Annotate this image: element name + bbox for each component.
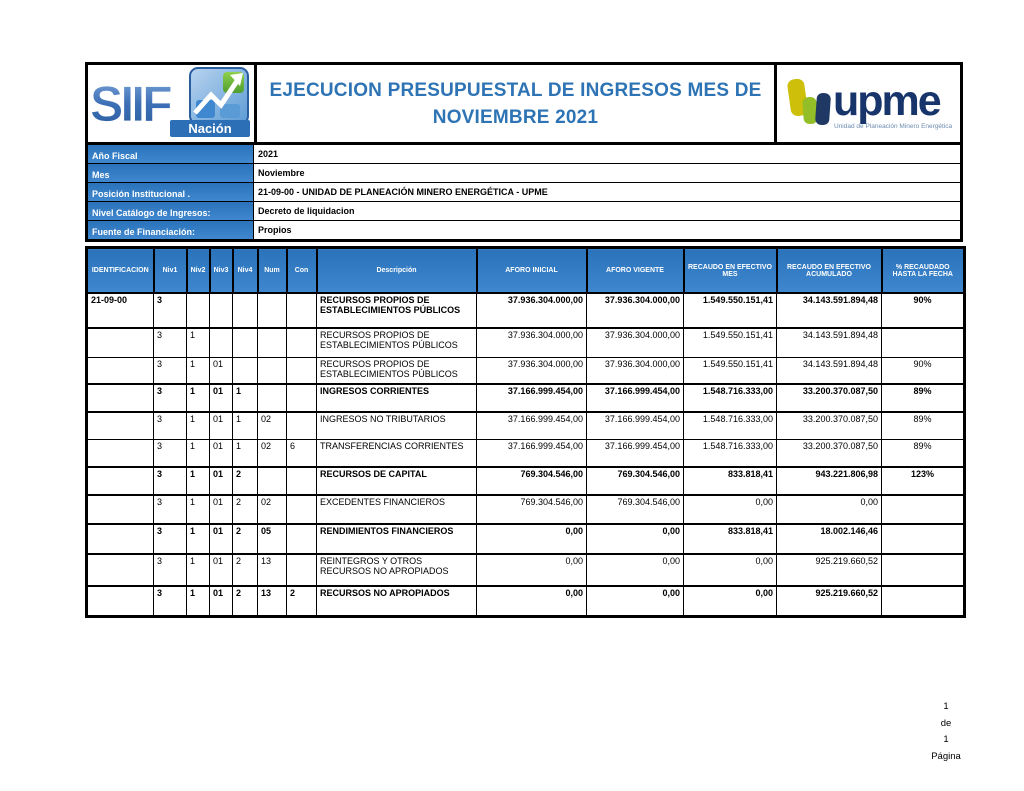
cell-con: 6 (287, 439, 317, 467)
cell-aforo-inicial: 769.304.546,00 (477, 467, 587, 495)
cell-niv2: 1 (187, 586, 210, 616)
page-counter (920, 699, 972, 765)
cell-num (258, 467, 287, 495)
cell-aforo-vigente: 37.166.999.454,00 (587, 412, 684, 439)
cell-identificacion (87, 467, 154, 495)
cell-niv2 (187, 293, 210, 328)
table-row (87, 586, 965, 616)
cell-pct-recaudado (882, 524, 965, 554)
cell-niv3: 01 (210, 495, 233, 524)
cell-niv1: 3 (154, 495, 187, 524)
cell-recaudo-efectivo-acumulado: 34.143.591.894,48 (777, 293, 882, 328)
report-header (85, 62, 963, 145)
cell-niv3: 01 (210, 412, 233, 439)
cell-recaudo-efectivo-acumulado: 943.221.806,98 (777, 467, 882, 495)
cell-num: 02 (258, 412, 287, 439)
cell-pct-recaudado (882, 586, 965, 616)
report-title-line2: NOVIEMBRE 2021 (432, 106, 599, 128)
table-row (87, 554, 965, 586)
cell-num: 05 (258, 524, 287, 554)
cell-niv3: 01 (210, 467, 233, 495)
cell-aforo-inicial: 37.936.304.000,00 (477, 293, 587, 328)
info-row (88, 145, 960, 163)
info-row (88, 163, 960, 182)
cell-aforo-inicial: 37.166.999.454,00 (477, 384, 587, 412)
cell-recaudo-efectivo-mes: 0,00 (684, 554, 777, 586)
cell-recaudo-efectivo-acumulado: 33.200.370.087,50 (777, 384, 882, 412)
table-row (87, 328, 965, 357)
cell-niv3 (210, 293, 233, 328)
cell-recaudo-efectivo-mes: 1.549.550.151,41 (684, 293, 777, 328)
cell-recaudo-efectivo-acumulado: 34.143.591.894,48 (777, 357, 882, 384)
cell-pct-recaudado: 89% (882, 412, 965, 439)
cell-niv4: 2 (233, 554, 258, 586)
cell-niv4: 1 (233, 412, 258, 439)
cell-pct-recaudado: 123% (882, 467, 965, 495)
table-row (87, 467, 965, 495)
cell-identificacion (87, 357, 154, 384)
cell-recaudo-efectivo-acumulado: 0,00 (777, 495, 882, 524)
cell-identificacion (87, 586, 154, 616)
page-total: 1 (943, 734, 949, 745)
info-value: 2021 (258, 149, 279, 159)
info-row (88, 182, 960, 201)
col-header-descripcion: Descripción (317, 248, 477, 294)
cell-descripcion: REINTEGROS Y OTROS RECURSOS NO APROPIADOS (317, 554, 477, 586)
cell-con (287, 554, 317, 586)
cell-con: 2 (287, 586, 317, 616)
report-title (257, 65, 777, 142)
col-header-con: Con (287, 248, 317, 294)
cell-descripcion: RENDIMIENTOS FINANCIEROS (317, 524, 477, 554)
col-header-identificacion: IDENTIFICACION (87, 248, 154, 294)
table-row (87, 524, 965, 554)
col-header-niv2: Niv2 (187, 248, 210, 294)
cell-recaudo-efectivo-acumulado: 925.219.660,52 (777, 586, 882, 616)
info-value: Decreto de liquidacion (258, 206, 355, 216)
report-title-line1: EJECUCION PRESUPUESTAL DE INGRESOS MES DE (269, 79, 762, 101)
cell-aforo-vigente: 769.304.546,00 (587, 495, 684, 524)
cell-identificacion (87, 524, 154, 554)
cell-niv3: 01 (210, 439, 233, 467)
cell-niv4: 1 (233, 384, 258, 412)
cell-recaudo-efectivo-mes: 0,00 (684, 586, 777, 616)
cell-aforo-inicial: 37.166.999.454,00 (477, 439, 587, 467)
cell-niv2: 1 (187, 328, 210, 357)
table-row (87, 293, 965, 328)
cell-niv2: 1 (187, 495, 210, 524)
col-header-niv1: Niv1 (154, 248, 187, 294)
info-row (88, 220, 960, 239)
cell-aforo-inicial: 0,00 (477, 554, 587, 586)
cell-descripcion: RECURSOS NO APROPIADOS (317, 586, 477, 616)
cell-niv3: 01 (210, 586, 233, 616)
cell-niv1: 3 (154, 328, 187, 357)
cell-descripcion: TRANSFERENCIAS CORRIENTES (317, 439, 477, 467)
cell-niv4 (233, 328, 258, 357)
siif-logo (88, 65, 257, 142)
cell-aforo-vigente: 37.936.304.000,00 (587, 293, 684, 328)
col-header-niv3: Niv3 (210, 248, 233, 294)
table-row (87, 412, 965, 439)
cell-aforo-inicial: 0,00 (477, 524, 587, 554)
table-row (87, 384, 965, 412)
cell-identificacion (87, 328, 154, 357)
cell-niv4: 2 (233, 524, 258, 554)
cell-niv1: 3 (154, 524, 187, 554)
info-label: Mes (88, 164, 254, 182)
cell-niv3: 01 (210, 524, 233, 554)
upme-logo-icon (777, 65, 960, 142)
cell-identificacion (87, 495, 154, 524)
cell-con (287, 412, 317, 439)
cell-recaudo-efectivo-mes: 0,00 (684, 495, 777, 524)
cell-con (287, 467, 317, 495)
cell-aforo-vigente: 37.936.304.000,00 (587, 357, 684, 384)
cell-niv1: 3 (154, 384, 187, 412)
cell-aforo-vigente: 37.166.999.454,00 (587, 439, 684, 467)
info-value: Noviembre (258, 168, 305, 178)
cell-niv4 (233, 293, 258, 328)
cell-pct-recaudado: 89% (882, 439, 965, 467)
cell-pct-recaudado: 90% (882, 357, 965, 384)
cell-niv3: 01 (210, 554, 233, 586)
cell-pct-recaudado: 90% (882, 293, 965, 328)
page-label: Página (931, 750, 961, 762)
cell-niv2: 1 (187, 357, 210, 384)
cell-niv3: 01 (210, 357, 233, 384)
cell-recaudo-efectivo-acumulado: 33.200.370.087,50 (777, 439, 882, 467)
col-header-recaudo-efectivo-mes: RECAUDO EN EFECTIVO MES (684, 248, 777, 294)
col-header-recaudo-efectivo-acumulado: RECAUDO EN EFECTIVO ACUMULADO (777, 248, 882, 294)
cell-pct-recaudado (882, 554, 965, 586)
siif-wordmark: SIIF (90, 76, 170, 132)
page-of-label: de (940, 717, 952, 729)
cell-num: 02 (258, 495, 287, 524)
cell-recaudo-efectivo-acumulado: 33.200.370.087,50 (777, 412, 882, 439)
cell-aforo-inicial: 0,00 (477, 586, 587, 616)
info-label: Año Fiscal (88, 145, 254, 163)
upme-logo (777, 65, 960, 142)
cell-num: 13 (258, 554, 287, 586)
cell-niv1: 3 (154, 412, 187, 439)
cell-num (258, 384, 287, 412)
cell-identificacion (87, 384, 154, 412)
cell-niv2: 1 (187, 384, 210, 412)
cell-niv1: 3 (154, 439, 187, 467)
cell-aforo-vigente: 0,00 (587, 586, 684, 616)
cell-descripcion: EXCEDENTES FINANCIEROS (317, 495, 477, 524)
cell-aforo-vigente: 0,00 (587, 524, 684, 554)
info-label: Fuente de Financiación: (88, 221, 254, 239)
col-header-niv4: Niv4 (233, 248, 258, 294)
cell-recaudo-efectivo-mes: 1.548.716.333,00 (684, 412, 777, 439)
cell-identificacion (87, 554, 154, 586)
cell-recaudo-efectivo-mes: 1.549.550.151,41 (684, 357, 777, 384)
info-label: Nivel Catálogo de Ingresos: (88, 202, 254, 220)
cell-aforo-inicial: 37.166.999.454,00 (477, 412, 587, 439)
info-label: Posición Institucional . (88, 183, 254, 201)
cell-num: 13 (258, 586, 287, 616)
cell-con (287, 384, 317, 412)
report-document (85, 62, 963, 618)
siif-nacion-label: Nación (170, 120, 250, 137)
cell-recaudo-efectivo-acumulado: 34.143.591.894,48 (777, 328, 882, 357)
cell-identificacion: 21-09-00 (87, 293, 154, 328)
cell-niv4: 2 (233, 586, 258, 616)
cell-num (258, 293, 287, 328)
cell-descripcion: INGRESOS NO TRIBUTARIOS (317, 412, 477, 439)
cell-niv4: 1 (233, 439, 258, 467)
cell-niv1: 3 (154, 586, 187, 616)
cell-niv3: 01 (210, 384, 233, 412)
cell-niv1: 3 (154, 554, 187, 586)
cell-num (258, 328, 287, 357)
cell-niv2: 1 (187, 524, 210, 554)
cell-recaudo-efectivo-mes: 1.548.716.333,00 (684, 439, 777, 467)
cell-con (287, 293, 317, 328)
info-row (88, 201, 960, 220)
cell-niv2: 1 (187, 439, 210, 467)
cell-descripcion: RECURSOS PROPIOS DE ESTABLECIMIENTOS PÚBLICOS (317, 328, 477, 357)
cell-con (287, 524, 317, 554)
page-current: 1 (943, 701, 949, 712)
info-value: 21-09-00 - UNIDAD DE PLANEACIÓN MINERO ENERGÉTICA - UPME (258, 187, 548, 197)
cell-aforo-vigente: 0,00 (587, 554, 684, 586)
table-row (87, 357, 965, 384)
upme-tagline: Unidad de Planeación Minero Energética (834, 123, 953, 130)
cell-niv1: 3 (154, 357, 187, 384)
cell-niv2: 1 (187, 412, 210, 439)
col-header-aforo-vigente: AFORO VIGENTE (587, 248, 684, 294)
cell-aforo-vigente: 37.166.999.454,00 (587, 384, 684, 412)
cell-pct-recaudado (882, 495, 965, 524)
col-header-pct-recaudado: % RECAUDADO HASTA LA FECHA (882, 248, 965, 294)
cell-recaudo-efectivo-mes: 1.548.716.333,00 (684, 384, 777, 412)
cell-recaudo-efectivo-mes: 833.818,41 (684, 524, 777, 554)
col-header-aforo-inicial: AFORO INICIAL (477, 248, 587, 294)
cell-con (287, 328, 317, 357)
cell-niv4: 2 (233, 495, 258, 524)
cell-niv4 (233, 357, 258, 384)
cell-aforo-vigente: 769.304.546,00 (587, 467, 684, 495)
cell-num: 02 (258, 439, 287, 467)
cell-niv2: 1 (187, 467, 210, 495)
cell-aforo-inicial: 37.936.304.000,00 (477, 328, 587, 357)
cell-con (287, 357, 317, 384)
table-row (87, 495, 965, 524)
cell-niv1: 3 (154, 467, 187, 495)
cell-pct-recaudado (882, 328, 965, 357)
col-header-num: Num (258, 248, 287, 294)
budget-table (85, 246, 966, 618)
cell-aforo-inicial: 37.936.304.000,00 (477, 357, 587, 384)
info-section (85, 145, 963, 242)
cell-descripcion: RECURSOS PROPIOS DE ESTABLECIMIENTOS PÚBLICOS (317, 357, 477, 384)
table-row (87, 439, 965, 467)
cell-niv1: 3 (154, 293, 187, 328)
cell-niv3 (210, 328, 233, 357)
cell-aforo-vigente: 37.936.304.000,00 (587, 328, 684, 357)
cell-con (287, 495, 317, 524)
table-body (87, 293, 965, 616)
cell-recaudo-efectivo-acumulado: 925.219.660,52 (777, 554, 882, 586)
cell-pct-recaudado: 89% (882, 384, 965, 412)
cell-descripcion: INGRESOS CORRIENTES (317, 384, 477, 412)
upme-wordmark: upme (833, 77, 940, 125)
cell-recaudo-efectivo-acumulado: 18.002.146,46 (777, 524, 882, 554)
table-header-row (87, 248, 965, 294)
cell-identificacion (87, 412, 154, 439)
cell-num (258, 357, 287, 384)
cell-aforo-inicial: 769.304.546,00 (477, 495, 587, 524)
cell-niv4: 2 (233, 467, 258, 495)
upme-navy-bar (815, 93, 831, 126)
info-value: Propios (258, 225, 292, 235)
cell-niv2: 1 (187, 554, 210, 586)
cell-descripcion: RECURSOS PROPIOS DE ESTABLECIMIENTOS PÚBLICOS (317, 293, 477, 328)
cell-recaudo-efectivo-mes: 1.549.550.151,41 (684, 328, 777, 357)
cell-descripcion: RECURSOS DE CAPITAL (317, 467, 477, 495)
cell-recaudo-efectivo-mes: 833.818,41 (684, 467, 777, 495)
cell-identificacion (87, 439, 154, 467)
